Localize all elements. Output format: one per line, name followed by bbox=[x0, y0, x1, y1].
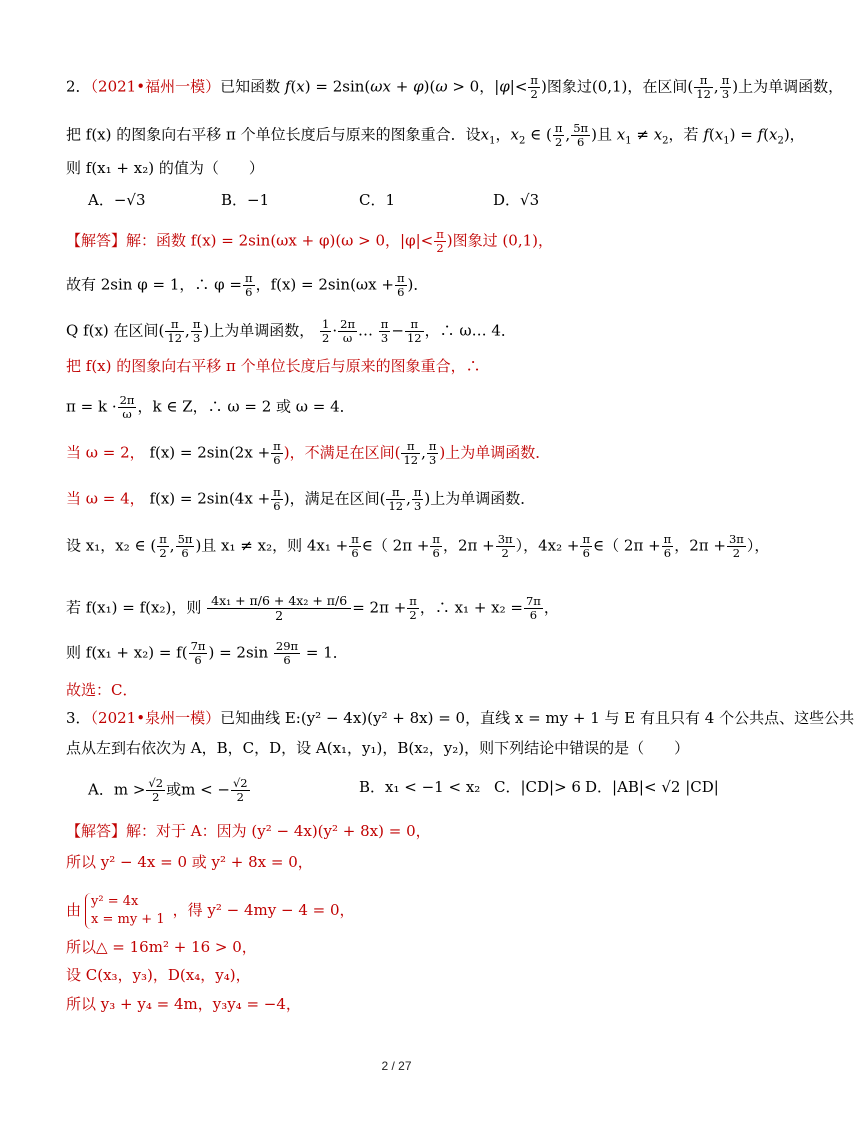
q2-text: ，在区间 bbox=[627, 77, 688, 96]
q2-line-1: 2．（2021•福州一模）已知函数 f(x) = 2sin(ωx + φ)(ω > 0，|φ|< $\frac{\pi}{2}$ )图象过(0,1)，在区间( $\frac{\pi}{12}$ , $\frac{\pi}{3}$ )上为单调函数， bbox=[66, 73, 844, 101]
page-footer bbox=[0, 1059, 793, 1073]
sol-text: ，k ∈ Z，∴ ω = 2 或 ω = 4． bbox=[137, 397, 355, 416]
sol-text: 函数 f(x) = 2sin(ωx + φ)(ω > 0，|φ|< bbox=[156, 231, 434, 250]
q2-text: ，若 bbox=[668, 125, 699, 144]
sol-text: 所以 y² − 4x = 0 或 y² + 8x = 0， bbox=[66, 853, 313, 871]
sol3-line-1 bbox=[66, 821, 431, 841]
sol3-line-3 bbox=[66, 893, 355, 929]
q3-text: 点从左到右依次为 A，B，C，D，设 A(x₁，y₁)，B(x₂，y₂)，则下列结论中错误的是（ ） bbox=[66, 739, 690, 757]
sol-text: 则 f(x₁ + x₂) = f( bbox=[66, 643, 188, 662]
sol-text: 若 f(x₁) = f(x₂)，则 bbox=[66, 598, 202, 617]
sol-text: )上为单调函数， bbox=[203, 321, 315, 340]
question-number: 3． bbox=[66, 709, 91, 727]
q2-text: 图象过 bbox=[546, 77, 592, 96]
sol3-line-2 bbox=[66, 852, 313, 872]
option-c: C．|CD|> 6 bbox=[494, 778, 581, 796]
option-b: B．x₁ < −1 < x₂ bbox=[359, 778, 481, 796]
option-c: C．1 bbox=[359, 191, 396, 209]
q3-text: 已知曲线 E:(y² − 4x)(y² + 8x) = 0，直线 x = my + 1 与 E 有且只有 4 个公共点、这些公共 bbox=[220, 709, 854, 727]
big-fraction-denominator: 2 bbox=[275, 608, 284, 623]
option-b: B．−1 bbox=[221, 191, 270, 209]
q3-line-1 bbox=[66, 708, 854, 728]
sol2-line-2: 故有 2sin φ = 1，∴ φ = $\frac{\pi}{6}$ ，f(x) = 2sin(ωx + $\frac{\pi}{6}$ )． bbox=[66, 271, 429, 299]
sol-text: )上为单调函数． bbox=[424, 489, 536, 508]
question-source: （2021•福州一模） bbox=[90, 77, 221, 96]
sol-text: )． bbox=[407, 275, 429, 294]
sol2-line-8: 设 x₁，x₂ ∈ ( $\frac{\pi}{2}$ , $\frac{5\pi}{6}$ )且 x₁ ≠ x₂，则 4x₁ + $\frac{\pi}{6}$ ∈（ 2π + $\frac{\pi}{6}$ ，2π + $\frac{3\pi}{2}$ ），4x₂ + $\frac{\pi}{6}$ ∈（ 2π + $\frac{\pi}{6}$ ，2π + $\frac{3\pi}{2}$ ）， bbox=[66, 532, 770, 560]
sol2-line-1: 【解答】解：函数 f(x) = 2sin(ωx + φ)(ω > 0，|φ|< $\frac{\pi}{2}$ )图象过 (0,1)， bbox=[66, 227, 553, 255]
sol-text: = 2π + bbox=[352, 598, 407, 617]
sol-text: ），4x₂ + bbox=[515, 536, 580, 555]
sol-text: 当 ω = 2， bbox=[66, 443, 145, 462]
sol-text: f(x) = 2sin(2x + bbox=[149, 443, 271, 462]
sol-text: ∈（ 2π + bbox=[593, 536, 661, 555]
system-eq-2: x = my + 1 bbox=[91, 912, 165, 927]
sol-text: 解： bbox=[126, 231, 157, 250]
sol-text: 当 ω = 4， bbox=[66, 489, 145, 508]
q3-line-2 bbox=[66, 738, 689, 758]
q2-text: 上为单调函数， bbox=[738, 77, 844, 96]
sol2-answer bbox=[66, 680, 137, 700]
sol-text: 设 C(x₃，y₃)，D(x₄，y₄)， bbox=[66, 966, 251, 984]
sol-text: ∈（ 2π + bbox=[361, 536, 430, 555]
sol-text: 由 bbox=[66, 901, 82, 919]
answer-text: 故选：C． bbox=[66, 681, 138, 699]
sol-text: ）， bbox=[746, 536, 770, 555]
option-d: D．|AB|< √2 |CD| bbox=[585, 778, 719, 796]
frac-pi-12: $\frac{\pi}{12}$ bbox=[696, 73, 711, 101]
frac-pi-2: $\frac{\pi}{2}$ bbox=[530, 73, 538, 101]
sol2-line-5: π = k · $\frac{2\pi}{\omega}$ ，k ∈ Z，∴ ω = 2 或 ω = 4． bbox=[66, 393, 355, 421]
sol-text: 把 f(x) 的图象向右平移 π 个单位长度后与原来的图象重合，∴ bbox=[66, 357, 481, 375]
big-fraction bbox=[207, 594, 351, 623]
sol2-line-4 bbox=[66, 356, 481, 376]
q2-text: 把 f(x) 的图象向右平移 π 个单位长度后与原来的图象重合．设 bbox=[66, 125, 481, 144]
solution-tag: 【解答】 bbox=[66, 231, 127, 250]
big-fraction-numerator: 4x₁ + π/6 + 4x₂ + π/6 bbox=[207, 594, 351, 609]
page-separator: / bbox=[391, 1059, 395, 1073]
sol-text: ， bbox=[543, 598, 559, 617]
question-number: 2． bbox=[66, 77, 91, 96]
sol-text: 所以 y₃ + y₄ = 4m，y₃y₄ = −4， bbox=[66, 995, 301, 1013]
sol2-line-10: 则 f(x₁ + x₂) = f( $\frac{7\pi}{6}$ ) = 2sin $\frac{29\pi}{6}$ = 1． bbox=[66, 639, 348, 667]
sol-text: ，得 y² − 4my − 4 = 0， bbox=[172, 901, 355, 919]
sol2-line-7: 当 ω = 4， f(x) = 2sin(4x + $\frac{\pi}{6}$ )，满足在区间( $\frac{\pi}{12}$ , $\frac{\pi}{3}$ )上为单调函数． bbox=[66, 485, 536, 513]
sol-text: Q f(x) 在区间( bbox=[66, 321, 165, 340]
sol-text: π = k · bbox=[66, 397, 117, 416]
option-d: D．√3 bbox=[493, 191, 540, 209]
question-source: （2021•泉州一模） bbox=[90, 709, 221, 727]
frac-pi-3: $\frac{\pi}{3}$ bbox=[721, 73, 730, 101]
sol-text: ，f(x) = 2sin(ωx + bbox=[255, 275, 394, 294]
sol-text: )且 x₁ ≠ x₂，则 4x₁ + bbox=[195, 536, 349, 555]
page-number: 2 bbox=[381, 1059, 389, 1073]
sol3-line-5 bbox=[66, 965, 251, 985]
sol-text: f(x) = 2sin(4x + bbox=[149, 489, 271, 508]
option-a: A．m > $\frac{√2}{2}$ 或m < − $\frac{√2}{2}$ bbox=[88, 776, 248, 804]
q2-point: (0,1) bbox=[591, 77, 628, 96]
q2-line-3 bbox=[66, 158, 264, 178]
sol-text: )上为单调函数． bbox=[439, 443, 551, 462]
sol-text: 故有 2sin φ = 1，∴ φ = bbox=[66, 275, 242, 294]
sol2-line-3: Q f(x) 在区间( $\frac{\pi}{12}$ , $\frac{\pi}{3}$ )上为单调函数， $\frac{1}{2}$ · $\frac{2\pi}{\omega}$ … $\frac{\pi}{3}$ − $\frac{\pi}{12}$ ，∴ ω… 4． bbox=[66, 317, 516, 345]
sol-text: = 1． bbox=[305, 643, 348, 662]
sol3-line-4 bbox=[66, 937, 257, 957]
sol-text: )，满足在区间( bbox=[283, 489, 386, 508]
sol-text: ，2π + bbox=[442, 536, 495, 555]
q2-ask: 则 f(x₁ + x₂) 的值为（ ） bbox=[66, 159, 264, 177]
sol2-line-6: 当 ω = 2， f(x) = 2sin(2x + $\frac{\pi}{6}$ )，不满足在区间( $\frac{\pi}{12}$ , $\frac{\pi}{3}$ )上为单调函数． bbox=[66, 439, 551, 467]
q2-line-2: 把 f(x) 的图象向右平移 π 个单位长度后与原来的图象重合．设$x_1$，$x_2$ ∈ ( $\frac{\pi}{2}$ , $\frac{5\pi}{6}$ )且 $x_1 \ne x_2$，若 $f(x_1) = f(x_2)$， bbox=[66, 121, 805, 149]
sol3-line-6 bbox=[66, 994, 301, 1014]
sol-text: ) = 2sin bbox=[208, 643, 269, 662]
sol-text: ，∴ ω… 4． bbox=[424, 321, 516, 340]
sol-text: )，不满足在区间( bbox=[283, 443, 401, 462]
equation-system bbox=[85, 893, 169, 929]
sol-text: )图象过 (0,1)， bbox=[446, 231, 553, 250]
sol-text: 所以△ = 16m² + 16 > 0， bbox=[66, 938, 257, 956]
sol2-line-9: 若 f(x₁) = f(x₂)，则 $\frac{\text{4x₁ + π/6 + 4x₂ + π/6}}{2}$ = 2π + $\frac{\pi}{2}$ ，∴ x₁ + x₂ = $\frac{7\pi}{6}$ ， bbox=[66, 593, 559, 623]
sol-text: ，2π + bbox=[674, 536, 726, 555]
sol-text: 设 x₁，x₂ ∈ ( bbox=[66, 536, 157, 555]
system-eq-1: y² = 4x bbox=[91, 894, 139, 909]
q2-text: 且 bbox=[596, 125, 612, 144]
option-a: A．−√3 bbox=[88, 191, 146, 209]
q2-text: 已知函数 bbox=[220, 77, 281, 96]
page-total: 27 bbox=[398, 1059, 412, 1073]
sol-text: ，∴ x₁ + x₂ = bbox=[419, 598, 523, 617]
sol-text: 解：对于 A：因为 (y² − 4x)(y² + 8x) = 0， bbox=[126, 822, 431, 840]
solution-tag: 【解答】 bbox=[66, 822, 127, 840]
